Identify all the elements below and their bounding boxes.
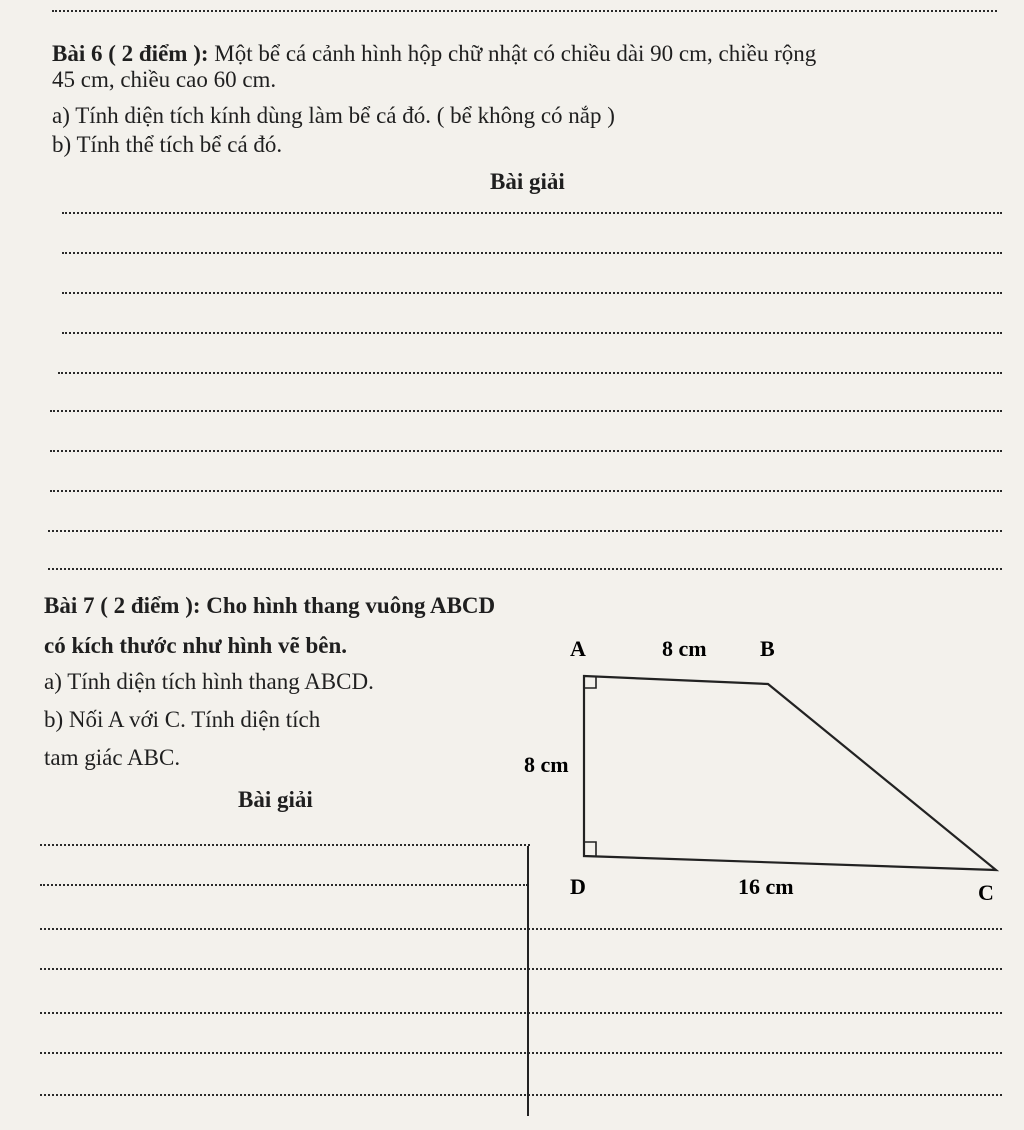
- answer-line: [50, 410, 1002, 412]
- bai6-line1: [52, 40, 816, 68]
- trapezoid-abcd: [584, 676, 996, 870]
- bai6-solution-heading: Bài giải: [490, 169, 565, 194]
- answer-line: [40, 1094, 1002, 1096]
- answer-line: [40, 928, 1002, 930]
- bottom-length-label: 16 cm: [738, 874, 794, 899]
- answer-line: [40, 884, 528, 886]
- right-angle-mark-d: [584, 842, 596, 856]
- bai6-part-b: b) Tính thể tích bể cá đó.: [52, 132, 283, 157]
- answer-line: [40, 844, 530, 846]
- answer-line: [50, 450, 1002, 452]
- vertex-label-b: B: [760, 636, 775, 661]
- height-length-label: 8 cm: [524, 752, 569, 777]
- bai7-title: Bài 7 ( 2 điểm ): Cho hình thang vuông ABCD: [44, 593, 496, 618]
- bai6-title: Bài 6 ( 2 điểm ):: [52, 41, 209, 66]
- answer-line: [62, 332, 1002, 334]
- answer-line: [40, 1012, 1002, 1014]
- vertex-label-d: D: [570, 874, 586, 899]
- vertex-label-a: A: [570, 636, 586, 661]
- answer-line: [62, 212, 1002, 214]
- vertex-label-c: C: [978, 880, 994, 905]
- column-divider: [527, 846, 529, 1116]
- answer-line: [48, 568, 1002, 570]
- bai7-solution-heading: Bài giải: [238, 787, 313, 812]
- answer-line: [62, 292, 1002, 294]
- right-angle-mark-a: [584, 676, 596, 688]
- answer-line: [40, 1052, 1002, 1054]
- answer-line: [52, 10, 997, 12]
- bai6-text-1: Một bể cá cảnh hình hộp chữ nhật có chiều dài 90 cm, chiều rộng: [208, 41, 817, 66]
- bai7-text-2: có kích thước như hình vẽ bên.: [44, 633, 347, 658]
- answer-line: [62, 252, 1002, 254]
- top-length-label: 8 cm: [662, 636, 707, 661]
- bai7-part-b-2: tam giác ABC.: [44, 745, 181, 770]
- bai7-part-a: a) Tính diện tích hình thang ABCD.: [44, 669, 374, 694]
- bai7-part-b-1: b) Nối A với C. Tính diện tích: [44, 707, 321, 732]
- answer-line: [50, 490, 1002, 492]
- answer-line: [58, 372, 1002, 374]
- trapezoid-figure: [524, 630, 1020, 910]
- bai6-text-2: 45 cm, chiều cao 60 cm.: [52, 67, 277, 92]
- answer-line: [40, 968, 1002, 970]
- answer-line: [48, 530, 1002, 532]
- bai6-part-a: a) Tính diện tích kính dùng làm bể cá đó. ( bể không có nắp ): [52, 103, 615, 128]
